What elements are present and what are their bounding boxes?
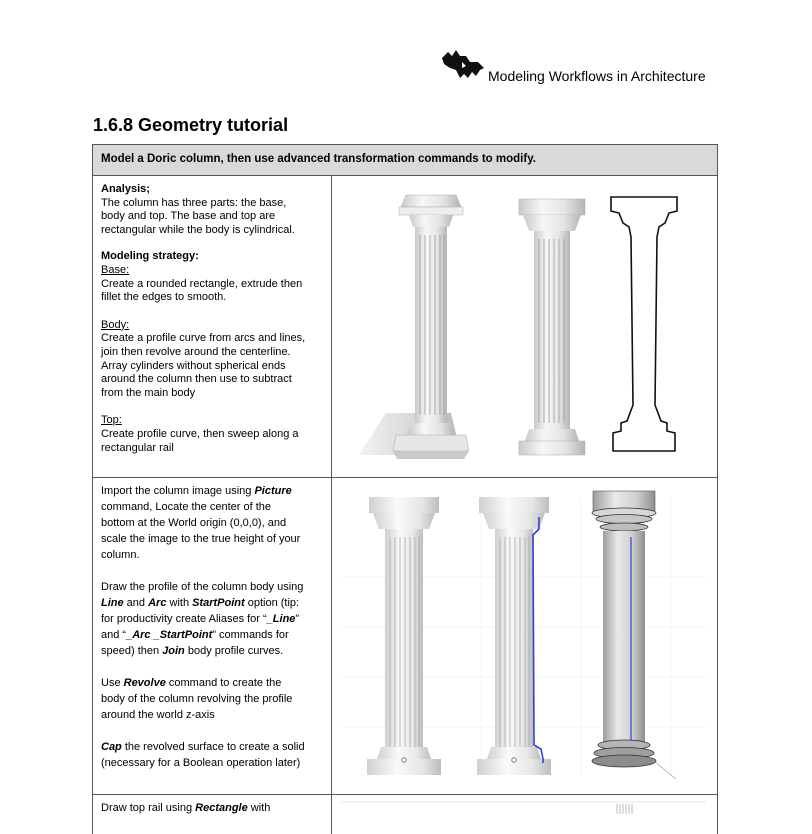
analysis-text [101, 183, 305, 455]
header-title: Modeling Workflows in Architecture [488, 68, 706, 84]
analysis-line: The column has three parts: the base, [101, 196, 287, 209]
analysis-cell [92, 175, 332, 478]
table-header: Model a Doric column, then use advanced transformation commands to modify. [92, 144, 718, 176]
column-picture-step [367, 497, 441, 775]
next-step-cell [92, 794, 332, 834]
base-line: Create a rounded rectangle, extrude then [101, 277, 303, 290]
next-step-image-cell [331, 794, 718, 834]
command-cap: Cap [101, 741, 122, 753]
top-line: rectangular rail [101, 441, 174, 454]
column-revolved-solid [592, 491, 676, 779]
body-line: Array cylinders without spherical ends [101, 359, 286, 372]
step-import: Import the column image using Picture command, Locate the center of the bottom at the World origin (0,0,0), and scale the image to the true height of your column. [101, 485, 301, 561]
step-revolve: Use Revolve command to create the body of the column revolving the profile around the world z-axis [101, 677, 293, 721]
body-line: Create a profile curve from arcs and lines, [101, 332, 306, 345]
modeling-steps-cell [331, 477, 718, 795]
strategy-heading: Modeling strategy: [101, 250, 199, 263]
command-startpoint: StartPoint [192, 597, 245, 609]
analysis-heading: Analysis; [101, 183, 150, 195]
command-picture: Picture [254, 485, 292, 497]
body-heading: Body: [101, 318, 130, 331]
body-line: around the column then use to subtract [101, 373, 292, 386]
column-renders-image [331, 175, 716, 475]
steps-cell [92, 477, 332, 795]
section-title: 1.6.8 Geometry tutorial [93, 115, 289, 135]
column-profile-outline [611, 197, 677, 451]
column-render-front [519, 199, 585, 455]
command-arc: Arc [148, 597, 167, 609]
body-line: join then revolve around the centerline. [101, 345, 291, 358]
analysis-line: rectangular while the body is cylindrical. [101, 223, 295, 236]
step-cap: Cap the revolved surface to create a solid (necessary for a Boolean operation later) [101, 741, 305, 769]
step-profile: Draw the profile of the column body using Line and Arc with StartPoint option (tip: for productivity create Aliases for “_Line” and “_Arc _StartPoint” commands for speed) then Join body profile curves. [101, 581, 304, 657]
column-profile-step [477, 497, 551, 775]
top-line: Create profile curve, then sweep along a [101, 427, 299, 440]
alias-line: _Line [266, 613, 296, 625]
next-step-image [331, 794, 716, 814]
command-line: Line [101, 597, 124, 609]
rhino-logo-icon [440, 48, 486, 82]
base-line: fillet the edges to smooth. [101, 291, 227, 304]
analysis-line: body and top. The base and top are [101, 210, 276, 223]
base-heading: Base: [101, 263, 130, 276]
modeling-steps-image [331, 477, 716, 793]
tutorial-table [92, 144, 718, 824]
alias-arc-startpoint: _Arc _StartPoint [126, 629, 213, 641]
top-heading: Top: [101, 414, 122, 427]
command-revolve: Revolve [123, 677, 166, 689]
command-join: Join [162, 645, 185, 657]
step-top-rail: Draw top rail using Rectangle with [101, 802, 271, 814]
body-line: from the main body [101, 386, 196, 399]
column-renders-cell [331, 175, 718, 478]
command-rectangle: Rectangle [195, 802, 248, 814]
